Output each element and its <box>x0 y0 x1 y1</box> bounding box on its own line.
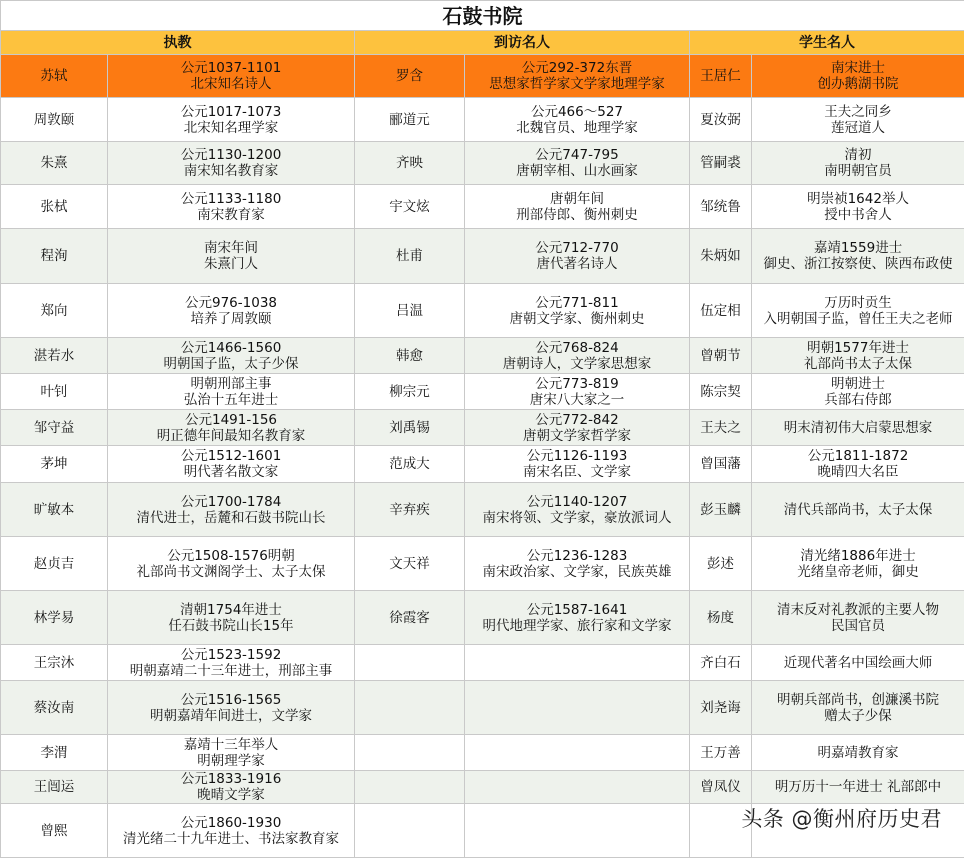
student-info-line: 南明朝官员 <box>754 163 962 179</box>
student-name-line: 曾国藩 <box>692 456 749 472</box>
visitor-info-cell <box>465 645 690 681</box>
student-info-cell <box>752 142 964 185</box>
visitor-name-line: 吕温 <box>357 303 462 319</box>
student-name-line: 彭述 <box>692 556 749 572</box>
teacher-name-line: 王宗沐 <box>3 655 105 671</box>
visitor-info-line: 唐朝文学家、衡州刺史 <box>467 311 687 327</box>
visitor-name-line: 柳宗元 <box>357 384 462 400</box>
teacher-name-cell <box>1 185 108 229</box>
table-row <box>1 284 964 338</box>
teacher-info-line: 明朝嘉靖二十三年进士，刑部主事 <box>110 663 352 679</box>
student-info-line: 赠太子少保 <box>754 708 962 724</box>
teacher-info-line: 培养了周敦颐 <box>110 311 352 327</box>
student-info-line: 清初 <box>754 147 962 163</box>
visitor-name-cell <box>355 338 465 374</box>
header-visitors: 到访名人 <box>355 31 690 55</box>
table-row <box>1 374 964 410</box>
student-info-line: 公元1811-1872 <box>754 448 962 464</box>
teacher-info-cell <box>108 229 355 284</box>
teacher-info-cell <box>108 804 355 858</box>
visitor-info-line: 南宋将领、文学家，豪放派词人 <box>467 510 687 526</box>
visitor-name-cell <box>355 537 465 591</box>
teacher-info-cell <box>108 645 355 681</box>
teacher-info-line: 公元1860-1930 <box>110 815 352 831</box>
student-name-line: 邹统鲁 <box>692 199 749 215</box>
student-info-cell <box>752 681 964 735</box>
teacher-name-line: 曾熙 <box>3 823 105 839</box>
visitor-name-cell <box>355 142 465 185</box>
visitor-info-cell <box>465 55 690 98</box>
teacher-name-line: 朱熹 <box>3 155 105 171</box>
student-info-line: 兵部右侍郎 <box>754 392 962 408</box>
student-info-line: 光绪皇帝老师，御史 <box>754 564 962 580</box>
student-info-line: 创办鹅湖书院 <box>754 76 962 92</box>
visitor-info-line: 公元771-811 <box>467 295 687 311</box>
teacher-info-cell <box>108 483 355 537</box>
teacher-name-cell <box>1 537 108 591</box>
visitor-name-line: 宇文炫 <box>357 199 462 215</box>
student-name-line: 王万善 <box>692 745 749 761</box>
teacher-name-cell <box>1 55 108 98</box>
teacher-name-cell <box>1 338 108 374</box>
visitor-info-line: 公元712-770 <box>467 240 687 256</box>
visitor-name-cell <box>355 374 465 410</box>
visitor-info-line: 公元1140-1207 <box>467 494 687 510</box>
teacher-info-line: 明朝理学家 <box>110 753 352 769</box>
teacher-info-line: 南宋年间 <box>110 240 352 256</box>
student-name-cell <box>690 374 752 410</box>
teacher-info-line: 公元1516-1565 <box>110 692 352 708</box>
visitor-name-cell <box>355 185 465 229</box>
student-info-cell <box>752 410 964 446</box>
visitor-info-line: 南宋政治家、文学家，民族英雄 <box>467 564 687 580</box>
visitor-info-line: 公元1126-1193 <box>467 448 687 464</box>
teacher-info-cell <box>108 284 355 338</box>
table-row <box>1 591 964 645</box>
student-name-line: 王居仁 <box>692 68 749 84</box>
student-info-cell <box>752 98 964 142</box>
teacher-name-line: 程洵 <box>3 248 105 264</box>
teacher-info-line: 公元1491-156 <box>110 412 352 428</box>
student-info-line: 明朝1577年进士 <box>754 340 962 356</box>
teacher-name-line: 林学易 <box>3 610 105 626</box>
student-info-line: 万历时贡生 <box>754 295 962 311</box>
visitor-info-line: 唐朝诗人，文学家思想家 <box>467 356 687 372</box>
student-info-line: 清末反对礼教派的主要人物 <box>754 602 962 618</box>
student-info-cell <box>752 735 964 771</box>
visitor-info-cell <box>465 771 690 804</box>
table-row <box>1 645 964 681</box>
header-students: 学生名人 <box>690 31 964 55</box>
visitor-name-cell <box>355 55 465 98</box>
student-name-line: 伍定相 <box>692 303 749 319</box>
student-info-line: 礼部尚书太子太保 <box>754 356 962 372</box>
visitor-info-line: 公元1587-1641 <box>467 602 687 618</box>
visitor-info-line: 思想家哲学家文学家地理学家 <box>467 76 687 92</box>
teacher-name-cell <box>1 284 108 338</box>
teacher-info-line: 明朝嘉靖年间进士，文学家 <box>110 708 352 724</box>
teacher-info-line: 南宋教育家 <box>110 207 352 223</box>
visitor-name-line: 罗含 <box>357 68 462 84</box>
teacher-name-cell <box>1 98 108 142</box>
student-info-cell <box>752 483 964 537</box>
student-name-cell <box>690 446 752 483</box>
student-info-cell <box>752 537 964 591</box>
teacher-info-line: 公元1833-1916 <box>110 771 352 787</box>
student-name-line: 夏汝弼 <box>692 112 749 128</box>
teacher-info-cell <box>108 98 355 142</box>
student-name-cell <box>690 284 752 338</box>
student-name-line: 管嗣裘 <box>692 155 749 171</box>
teacher-info-line: 公元1017-1073 <box>110 104 352 120</box>
student-name-cell <box>690 483 752 537</box>
table-row <box>1 142 964 185</box>
teacher-info-line: 南宋知名教育家 <box>110 163 352 179</box>
visitor-info-cell <box>465 804 690 858</box>
visitor-info-cell <box>465 284 690 338</box>
table-row <box>1 681 964 735</box>
student-info-line: 清光绪1886年进士 <box>754 548 962 564</box>
teacher-name-cell <box>1 591 108 645</box>
student-name-line: 刘尧诲 <box>692 700 749 716</box>
visitor-name-line: 齐映 <box>357 155 462 171</box>
visitor-info-line: 唐宋八大家之一 <box>467 392 687 408</box>
teacher-info-line: 公元1508-1576明朝 <box>110 548 352 564</box>
teacher-info-line: 公元1130-1200 <box>110 147 352 163</box>
visitor-name-cell <box>355 804 465 858</box>
teacher-info-line: 明代著名散文家 <box>110 464 352 480</box>
student-name-line: 曾凤仪 <box>692 779 749 795</box>
visitor-name-line: 徐霞客 <box>357 610 462 626</box>
teacher-name-line: 周敦颐 <box>3 112 105 128</box>
table-row <box>1 55 964 98</box>
teacher-info-line: 公元1523-1592 <box>110 647 352 663</box>
teacher-name-cell <box>1 645 108 681</box>
visitor-name-cell <box>355 284 465 338</box>
student-info-cell <box>752 771 964 804</box>
student-info-cell <box>752 591 964 645</box>
visitor-name-cell <box>355 645 465 681</box>
visitor-info-line: 唐朝文学家哲学家 <box>467 428 687 444</box>
teacher-info-line: 清朝1754年进士 <box>110 602 352 618</box>
visitor-info-cell <box>465 591 690 645</box>
visitor-name-cell <box>355 410 465 446</box>
student-info-line: 莲冠道人 <box>754 120 962 136</box>
teacher-info-line: 公元1700-1784 <box>110 494 352 510</box>
student-info-line: 明朝进士 <box>754 376 962 392</box>
student-name-line: 齐白石 <box>692 655 749 671</box>
visitor-info-cell <box>465 537 690 591</box>
teacher-info-line: 明朝国子监，太子少保 <box>110 356 352 372</box>
teacher-name-cell <box>1 374 108 410</box>
teacher-name-line: 赵贞吉 <box>3 556 105 572</box>
visitor-info-line: 公元292-372东晋 <box>467 60 687 76</box>
visitor-info-line: 唐朝年间 <box>467 191 687 207</box>
teacher-info-line: 清代进士，岳麓和石鼓书院山长 <box>110 510 352 526</box>
teacher-info-cell <box>108 591 355 645</box>
student-name-cell <box>690 681 752 735</box>
table-title: 石鼓书院 <box>1 1 964 31</box>
student-name-cell <box>690 229 752 284</box>
student-info-line: 御史、浙江按察使、陕西布政使 <box>754 256 962 272</box>
student-name-cell <box>690 591 752 645</box>
visitor-info-cell <box>465 410 690 446</box>
visitor-info-line: 公元466～527 <box>467 104 687 120</box>
teacher-name-cell <box>1 410 108 446</box>
student-name-cell <box>690 410 752 446</box>
teacher-info-cell <box>108 681 355 735</box>
title-row <box>1 1 964 31</box>
table-row <box>1 410 964 446</box>
student-name-cell <box>690 98 752 142</box>
teacher-name-cell <box>1 681 108 735</box>
student-info-line: 南宋进士 <box>754 60 962 76</box>
table-row <box>1 537 964 591</box>
teacher-info-cell <box>108 735 355 771</box>
teacher-name-line: 蔡汝南 <box>3 700 105 716</box>
student-info-cell <box>752 284 964 338</box>
teacher-name-cell <box>1 229 108 284</box>
visitor-name-line: 杜甫 <box>357 248 462 264</box>
teacher-name-cell <box>1 771 108 804</box>
teacher-info-line: 公元1466-1560 <box>110 340 352 356</box>
student-info-line: 嘉靖1559进士 <box>754 240 962 256</box>
teacher-name-line: 旷敏本 <box>3 502 105 518</box>
student-name-line: 陈宗契 <box>692 384 749 400</box>
visitor-name-cell <box>355 591 465 645</box>
teacher-name-line: 李渭 <box>3 745 105 761</box>
visitor-name-line: 辛弃疾 <box>357 502 462 518</box>
visitor-info-line: 公元772-842 <box>467 412 687 428</box>
watermark: 头条 @衡州府历史君 <box>741 803 942 833</box>
student-info-line: 授中书舍人 <box>754 207 962 223</box>
visitor-name-cell <box>355 735 465 771</box>
student-name-line: 彭玉麟 <box>692 502 749 518</box>
visitor-name-line: 刘禹锡 <box>357 420 462 436</box>
visitor-info-line: 明代地理学家、旅行家和文学家 <box>467 618 687 634</box>
visitor-info-line: 唐代著名诗人 <box>467 256 687 272</box>
teacher-info-line: 清光绪二十九年进士、书法家教育家 <box>110 831 352 847</box>
visitor-info-cell <box>465 681 690 735</box>
visitor-name-cell <box>355 771 465 804</box>
visitor-info-cell <box>465 374 690 410</box>
teacher-info-line: 北宋知名诗人 <box>110 76 352 92</box>
visitor-info-cell <box>465 229 690 284</box>
table-row <box>1 338 964 374</box>
visitor-name-cell <box>355 483 465 537</box>
table-row <box>1 98 964 142</box>
teacher-info-line: 弘治十五年进士 <box>110 392 352 408</box>
teacher-info-cell <box>108 142 355 185</box>
teacher-name-line: 苏轼 <box>3 68 105 84</box>
teacher-info-cell <box>108 55 355 98</box>
table-row <box>1 735 964 771</box>
teacher-name-cell <box>1 142 108 185</box>
student-info-cell <box>752 645 964 681</box>
visitor-name-line: 韩愈 <box>357 348 462 364</box>
student-info-line: 清代兵部尚书，太子太保 <box>754 502 962 518</box>
teacher-info-line: 晚晴文学家 <box>110 787 352 803</box>
student-name-cell <box>690 55 752 98</box>
teacher-name-line: 茅坤 <box>3 456 105 472</box>
teacher-name-line: 邹守益 <box>3 420 105 436</box>
student-info-cell <box>752 446 964 483</box>
visitor-name-line: 郦道元 <box>357 112 462 128</box>
table-row <box>1 229 964 284</box>
teacher-info-cell <box>108 185 355 229</box>
teacher-info-line: 嘉靖十三年举人 <box>110 737 352 753</box>
header-teaching: 执教 <box>1 31 355 55</box>
student-name-line: 曾朝节 <box>692 348 749 364</box>
teacher-info-cell <box>108 410 355 446</box>
student-name-cell <box>690 771 752 804</box>
student-info-cell <box>752 338 964 374</box>
table-row <box>1 771 964 804</box>
visitor-info-line: 公元747-795 <box>467 147 687 163</box>
visitor-name-cell <box>355 229 465 284</box>
teacher-name-cell <box>1 483 108 537</box>
visitor-info-line: 刑部侍郎、衡州刺史 <box>467 207 687 223</box>
student-name-cell <box>690 735 752 771</box>
visitor-name-cell <box>355 446 465 483</box>
visitor-info-cell <box>465 483 690 537</box>
header-row <box>1 31 964 55</box>
visitor-info-cell <box>465 185 690 229</box>
student-info-cell <box>752 185 964 229</box>
student-name-cell <box>690 142 752 185</box>
teacher-info-cell <box>108 338 355 374</box>
visitor-info-cell <box>465 338 690 374</box>
teacher-name-cell <box>1 804 108 858</box>
teacher-info-line: 朱熹门人 <box>110 256 352 272</box>
teacher-info-line: 礼部尚书文渊阁学士、太子太保 <box>110 564 352 580</box>
teacher-info-line: 北宋知名理学家 <box>110 120 352 136</box>
student-info-line: 民国官员 <box>754 618 962 634</box>
student-name-line: 杨度 <box>692 610 749 626</box>
table-row <box>1 483 964 537</box>
teacher-info-cell <box>108 537 355 591</box>
visitor-info-cell <box>465 98 690 142</box>
teacher-name-line: 郑向 <box>3 303 105 319</box>
visitor-name-line: 文天祥 <box>357 556 462 572</box>
student-name-line: 朱炳如 <box>692 248 749 264</box>
student-name-line: 王夫之 <box>692 420 749 436</box>
visitor-name-cell <box>355 681 465 735</box>
student-info-line: 明朝兵部尚书，创濂溪书院 <box>754 692 962 708</box>
student-info-line: 王夫之同乡 <box>754 104 962 120</box>
teacher-name-line: 叶钊 <box>3 384 105 400</box>
teacher-info-line: 公元1037-1101 <box>110 60 352 76</box>
teacher-info-line: 公元1512-1601 <box>110 448 352 464</box>
teacher-info-cell <box>108 374 355 410</box>
teacher-info-line: 公元1133-1180 <box>110 191 352 207</box>
student-info-line: 近现代著名中国绘画大师 <box>754 655 962 671</box>
visitor-info-cell <box>465 735 690 771</box>
teacher-name-cell <box>1 446 108 483</box>
student-name-cell <box>690 338 752 374</box>
student-info-cell <box>752 55 964 98</box>
student-name-cell <box>690 537 752 591</box>
visitor-name-line: 范成大 <box>357 456 462 472</box>
visitor-info-line: 北魏官员、地理学家 <box>467 120 687 136</box>
teacher-name-line: 王闿运 <box>3 779 105 795</box>
student-info-line: 明崇祯1642举人 <box>754 191 962 207</box>
teacher-info-line: 明正德年间最知名教育家 <box>110 428 352 444</box>
teacher-info-line: 公元976-1038 <box>110 295 352 311</box>
teacher-info-line: 任石鼓书院山长15年 <box>110 618 352 634</box>
student-info-line: 明万历十一年进士 礼部郎中 <box>754 779 962 795</box>
student-info-line: 入明朝国子监，曾任王夫之老师 <box>754 311 962 327</box>
visitor-info-line: 公元1236-1283 <box>467 548 687 564</box>
teacher-name-cell <box>1 735 108 771</box>
student-name-cell <box>690 645 752 681</box>
visitor-info-cell <box>465 142 690 185</box>
student-info-line: 明末清初伟大启蒙思想家 <box>754 420 962 436</box>
table-row <box>1 185 964 229</box>
teacher-name-line: 张栻 <box>3 199 105 215</box>
teacher-info-cell <box>108 771 355 804</box>
student-info-cell <box>752 229 964 284</box>
visitor-info-line: 南宋名臣、文学家 <box>467 464 687 480</box>
visitor-name-cell <box>355 98 465 142</box>
student-name-cell <box>690 185 752 229</box>
visitor-info-line: 公元773-819 <box>467 376 687 392</box>
visitor-info-line: 唐朝宰相、山水画家 <box>467 163 687 179</box>
student-info-cell <box>752 374 964 410</box>
teacher-info-line: 明朝刑部主事 <box>110 376 352 392</box>
teacher-info-cell <box>108 446 355 483</box>
student-info-line: 晚晴四大名臣 <box>754 464 962 480</box>
visitor-info-cell <box>465 446 690 483</box>
visitor-info-line: 公元768-824 <box>467 340 687 356</box>
table-row <box>1 446 964 483</box>
student-info-line: 明嘉靖教育家 <box>754 745 962 761</box>
teacher-name-line: 湛若水 <box>3 348 105 364</box>
